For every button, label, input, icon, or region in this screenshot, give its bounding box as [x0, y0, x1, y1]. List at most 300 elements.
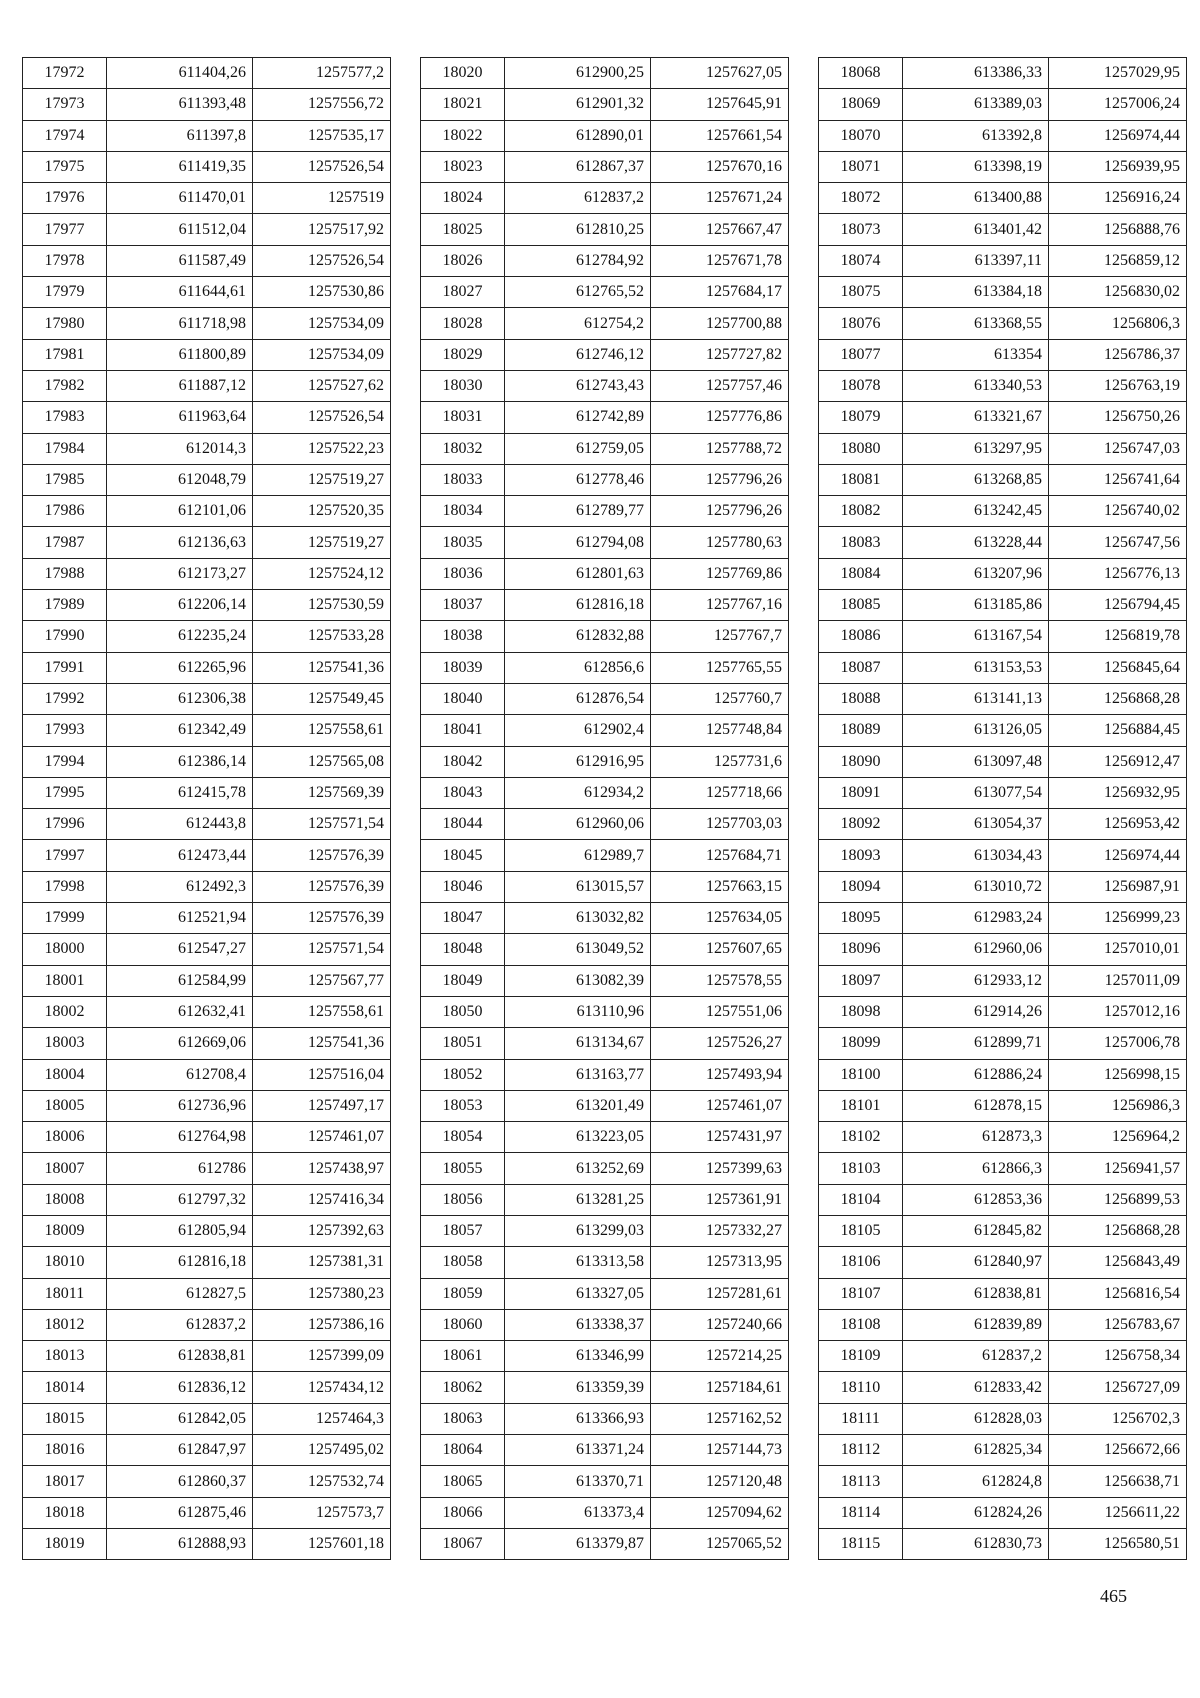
point-number-cell: 18106	[819, 1247, 903, 1278]
y-coordinate-cell: 1257703,03	[651, 809, 789, 840]
y-coordinate-cell: 1257576,39	[253, 903, 391, 934]
table-row	[23, 277, 391, 308]
point-number-cell: 18063	[421, 1403, 505, 1434]
y-coordinate-cell: 1257767,7	[651, 621, 789, 652]
table-row	[421, 496, 789, 527]
y-coordinate-cell: 1257576,39	[253, 840, 391, 871]
y-coordinate-cell: 1256806,3	[1049, 308, 1187, 339]
y-coordinate-cell: 1257065,52	[651, 1528, 789, 1559]
x-coordinate-cell: 612856,6	[505, 652, 651, 683]
point-number-cell: 18077	[819, 339, 903, 370]
point-number-cell: 17986	[23, 496, 107, 527]
point-number-cell: 18041	[421, 715, 505, 746]
table-row	[421, 1059, 789, 1090]
x-coordinate-cell: 613313,58	[505, 1247, 651, 1278]
x-coordinate-cell: 612847,97	[107, 1435, 253, 1466]
point-number-cell: 18025	[421, 214, 505, 245]
x-coordinate-cell: 612521,94	[107, 903, 253, 934]
point-number-cell: 18045	[421, 840, 505, 871]
y-coordinate-cell: 1256611,22	[1049, 1497, 1187, 1528]
x-coordinate-cell: 613368,55	[903, 308, 1049, 339]
x-coordinate-cell: 612836,12	[107, 1372, 253, 1403]
table-row	[819, 1372, 1187, 1403]
x-coordinate-cell: 613126,05	[903, 715, 1049, 746]
y-coordinate-cell: 1257530,86	[253, 277, 391, 308]
x-coordinate-cell: 611963,64	[107, 402, 253, 433]
x-coordinate-cell: 612890,01	[505, 120, 651, 151]
table-row	[23, 1341, 391, 1372]
y-coordinate-cell: 1257663,15	[651, 871, 789, 902]
y-coordinate-cell: 1257796,26	[651, 496, 789, 527]
y-coordinate-cell: 1257634,05	[651, 903, 789, 934]
point-number-cell: 18004	[23, 1059, 107, 1090]
point-number-cell: 17999	[23, 903, 107, 934]
point-number-cell: 18051	[421, 1028, 505, 1059]
point-number-cell: 18011	[23, 1278, 107, 1309]
table-row	[23, 89, 391, 120]
table-row	[421, 1215, 789, 1246]
table-row	[421, 370, 789, 401]
point-number-cell: 18098	[819, 996, 903, 1027]
table-row	[23, 1184, 391, 1215]
table-row	[819, 402, 1187, 433]
point-number-cell: 18067	[421, 1528, 505, 1559]
point-number-cell: 17995	[23, 777, 107, 808]
point-number-cell: 18102	[819, 1122, 903, 1153]
point-number-cell: 18048	[421, 934, 505, 965]
point-number-cell: 17997	[23, 840, 107, 871]
x-coordinate-cell: 613163,77	[505, 1059, 651, 1090]
point-number-cell: 18060	[421, 1309, 505, 1340]
x-coordinate-cell: 613252,69	[505, 1153, 651, 1184]
table-row	[23, 214, 391, 245]
x-coordinate-cell: 612759,05	[505, 433, 651, 464]
x-coordinate-cell: 612736,96	[107, 1090, 253, 1121]
point-number-cell: 18113	[819, 1466, 903, 1497]
y-coordinate-cell: 1257671,24	[651, 183, 789, 214]
x-coordinate-cell: 613201,49	[505, 1090, 651, 1121]
x-coordinate-cell: 612878,15	[903, 1090, 1049, 1121]
table-row	[23, 245, 391, 276]
y-coordinate-cell: 1256727,09	[1049, 1372, 1187, 1403]
point-number-cell: 18079	[819, 402, 903, 433]
table-row	[23, 402, 391, 433]
x-coordinate-cell: 612443,8	[107, 809, 253, 840]
table-row	[421, 402, 789, 433]
point-number-cell: 17991	[23, 652, 107, 683]
y-coordinate-cell: 1257522,23	[253, 433, 391, 464]
point-number-cell: 18075	[819, 277, 903, 308]
point-number-cell: 18056	[421, 1184, 505, 1215]
point-number-cell: 18002	[23, 996, 107, 1027]
point-number-cell: 18088	[819, 683, 903, 714]
y-coordinate-cell: 1256638,71	[1049, 1466, 1187, 1497]
x-coordinate-cell: 612876,54	[505, 683, 651, 714]
y-coordinate-cell: 1256916,24	[1049, 183, 1187, 214]
y-coordinate-cell: 1257527,62	[253, 370, 391, 401]
y-coordinate-cell: 1256899,53	[1049, 1184, 1187, 1215]
y-coordinate-cell: 1257526,54	[253, 402, 391, 433]
y-coordinate-cell: 1256702,3	[1049, 1403, 1187, 1434]
table-row	[819, 683, 1187, 714]
x-coordinate-cell: 611644,61	[107, 277, 253, 308]
table-row	[23, 715, 391, 746]
x-coordinate-cell: 613034,43	[903, 840, 1049, 871]
x-coordinate-cell: 613346,99	[505, 1341, 651, 1372]
point-number-cell: 18026	[421, 245, 505, 276]
y-coordinate-cell: 1257519,27	[253, 464, 391, 495]
y-coordinate-cell: 1256868,28	[1049, 1215, 1187, 1246]
table-row	[819, 934, 1187, 965]
table-row	[819, 496, 1187, 527]
point-number-cell: 18018	[23, 1497, 107, 1528]
x-coordinate-cell: 613228,44	[903, 527, 1049, 558]
y-coordinate-cell: 1256986,3	[1049, 1090, 1187, 1121]
table-row	[23, 464, 391, 495]
x-coordinate-cell: 612632,41	[107, 996, 253, 1027]
table-row	[819, 715, 1187, 746]
y-coordinate-cell: 1257541,36	[253, 1028, 391, 1059]
y-coordinate-cell: 1257576,39	[253, 871, 391, 902]
x-coordinate-cell: 612801,63	[505, 558, 651, 589]
table-row	[421, 1528, 789, 1559]
y-coordinate-cell: 1257006,24	[1049, 89, 1187, 120]
point-number-cell: 18101	[819, 1090, 903, 1121]
x-coordinate-cell: 612708,4	[107, 1059, 253, 1090]
x-coordinate-cell: 611404,26	[107, 58, 253, 89]
table-row	[819, 809, 1187, 840]
table-row	[421, 715, 789, 746]
x-coordinate-cell: 613077,54	[903, 777, 1049, 808]
table-row	[819, 89, 1187, 120]
point-number-cell: 17977	[23, 214, 107, 245]
x-coordinate-cell: 613398,19	[903, 151, 1049, 182]
table-row	[421, 903, 789, 934]
y-coordinate-cell: 1257558,61	[253, 715, 391, 746]
x-coordinate-cell: 612875,46	[107, 1497, 253, 1528]
x-coordinate-cell: 613327,05	[505, 1278, 651, 1309]
y-coordinate-cell: 1257184,61	[651, 1372, 789, 1403]
x-coordinate-cell: 613268,85	[903, 464, 1049, 495]
table-row	[421, 1372, 789, 1403]
table-row	[421, 433, 789, 464]
x-coordinate-cell: 612342,49	[107, 715, 253, 746]
y-coordinate-cell: 1257516,04	[253, 1059, 391, 1090]
x-coordinate-cell: 612899,71	[903, 1028, 1049, 1059]
x-coordinate-cell: 611587,49	[107, 245, 253, 276]
y-coordinate-cell: 1257578,55	[651, 965, 789, 996]
point-number-cell: 17976	[23, 183, 107, 214]
point-number-cell: 18044	[421, 809, 505, 840]
table-row	[819, 1184, 1187, 1215]
table-row	[421, 89, 789, 120]
y-coordinate-cell: 1257532,74	[253, 1466, 391, 1497]
y-coordinate-cell: 1257493,94	[651, 1059, 789, 1090]
y-coordinate-cell: 1257526,54	[253, 151, 391, 182]
x-coordinate-cell: 613379,87	[505, 1528, 651, 1559]
x-coordinate-cell: 612914,26	[903, 996, 1049, 1027]
point-number-cell: 18038	[421, 621, 505, 652]
point-number-cell: 18100	[819, 1059, 903, 1090]
table-row	[421, 809, 789, 840]
x-coordinate-cell: 612669,06	[107, 1028, 253, 1059]
y-coordinate-cell: 1257558,61	[253, 996, 391, 1027]
x-coordinate-cell: 612743,43	[505, 370, 651, 401]
point-number-cell: 18080	[819, 433, 903, 464]
table-row	[819, 1122, 1187, 1153]
point-number-cell: 18115	[819, 1528, 903, 1559]
x-coordinate-cell: 613141,13	[903, 683, 1049, 714]
table-row	[421, 934, 789, 965]
x-coordinate-cell: 612983,24	[903, 903, 1049, 934]
table-row	[819, 1497, 1187, 1528]
table-row	[421, 746, 789, 777]
table-row	[23, 339, 391, 370]
x-coordinate-cell: 613281,25	[505, 1184, 651, 1215]
coordinates-table-2	[420, 57, 789, 1560]
table-row	[23, 1403, 391, 1434]
x-coordinate-cell: 612778,46	[505, 464, 651, 495]
x-coordinate-cell: 612810,25	[505, 214, 651, 245]
point-number-cell: 18058	[421, 1247, 505, 1278]
table-row	[23, 1497, 391, 1528]
point-number-cell: 18043	[421, 777, 505, 808]
x-coordinate-cell: 613338,37	[505, 1309, 651, 1340]
table-row	[23, 527, 391, 558]
y-coordinate-cell: 1256843,49	[1049, 1247, 1187, 1278]
point-number-cell: 18064	[421, 1435, 505, 1466]
y-coordinate-cell: 1257549,45	[253, 683, 391, 714]
point-number-cell: 18017	[23, 1466, 107, 1497]
y-coordinate-cell: 1256776,13	[1049, 558, 1187, 589]
x-coordinate-cell: 612989,7	[505, 840, 651, 871]
y-coordinate-cell: 1257461,07	[253, 1122, 391, 1153]
table-row	[23, 1122, 391, 1153]
point-number-cell: 18035	[421, 527, 505, 558]
point-number-cell: 18097	[819, 965, 903, 996]
y-coordinate-cell: 1257627,05	[651, 58, 789, 89]
y-coordinate-cell: 1257571,54	[253, 809, 391, 840]
x-coordinate-cell: 612101,06	[107, 496, 253, 527]
point-number-cell: 18071	[819, 151, 903, 182]
table-row	[819, 840, 1187, 871]
coordinates-table-1	[22, 57, 391, 1560]
x-coordinate-cell: 612838,81	[903, 1278, 1049, 1309]
point-number-cell: 18055	[421, 1153, 505, 1184]
table-row	[819, 183, 1187, 214]
y-coordinate-cell: 1257094,62	[651, 1497, 789, 1528]
table-row	[23, 370, 391, 401]
table-row	[819, 1278, 1187, 1309]
table-row	[23, 683, 391, 714]
table-row	[421, 183, 789, 214]
point-number-cell: 18039	[421, 652, 505, 683]
x-coordinate-cell: 612837,2	[505, 183, 651, 214]
x-coordinate-cell: 612833,42	[903, 1372, 1049, 1403]
point-number-cell: 17989	[23, 590, 107, 621]
x-coordinate-cell: 612916,95	[505, 746, 651, 777]
point-number-cell: 18040	[421, 683, 505, 714]
point-number-cell: 17984	[23, 433, 107, 464]
y-coordinate-cell: 1256794,45	[1049, 590, 1187, 621]
table-row	[421, 277, 789, 308]
y-coordinate-cell: 1256868,28	[1049, 683, 1187, 714]
point-number-cell: 18112	[819, 1435, 903, 1466]
table-row	[421, 1466, 789, 1497]
table-row	[23, 1028, 391, 1059]
table-row	[819, 120, 1187, 151]
table-row	[23, 777, 391, 808]
table-row	[23, 496, 391, 527]
table-row	[421, 1435, 789, 1466]
x-coordinate-cell: 612824,8	[903, 1466, 1049, 1497]
x-coordinate-cell: 613373,4	[505, 1497, 651, 1528]
y-coordinate-cell: 1256859,12	[1049, 245, 1187, 276]
y-coordinate-cell: 1256740,02	[1049, 496, 1187, 527]
x-coordinate-cell: 612136,63	[107, 527, 253, 558]
table-row	[819, 214, 1187, 245]
x-coordinate-cell: 611887,12	[107, 370, 253, 401]
point-number-cell: 18057	[421, 1215, 505, 1246]
table-row	[421, 1278, 789, 1309]
table-row	[819, 1215, 1187, 1246]
point-number-cell: 18068	[819, 58, 903, 89]
x-coordinate-cell: 613389,03	[903, 89, 1049, 120]
y-coordinate-cell: 1257760,7	[651, 683, 789, 714]
x-coordinate-cell: 612867,37	[505, 151, 651, 182]
x-coordinate-cell: 613370,71	[505, 1466, 651, 1497]
table-row	[23, 840, 391, 871]
y-coordinate-cell: 1256998,15	[1049, 1059, 1187, 1090]
point-number-cell: 18092	[819, 809, 903, 840]
x-coordinate-cell: 612789,77	[505, 496, 651, 527]
table-row	[819, 1059, 1187, 1090]
x-coordinate-cell: 613082,39	[505, 965, 651, 996]
point-number-cell: 18024	[421, 183, 505, 214]
table-row	[819, 1466, 1187, 1497]
table-row	[819, 1435, 1187, 1466]
table-row	[819, 871, 1187, 902]
x-coordinate-cell: 612584,99	[107, 965, 253, 996]
y-coordinate-cell: 1257010,01	[1049, 934, 1187, 965]
x-coordinate-cell: 612306,38	[107, 683, 253, 714]
y-coordinate-cell: 1257780,63	[651, 527, 789, 558]
x-coordinate-cell: 612206,14	[107, 590, 253, 621]
table-row	[819, 777, 1187, 808]
x-coordinate-cell: 612837,2	[107, 1309, 253, 1340]
y-coordinate-cell: 1257332,27	[651, 1215, 789, 1246]
y-coordinate-cell: 1256816,54	[1049, 1278, 1187, 1309]
x-coordinate-cell: 612960,06	[903, 934, 1049, 965]
point-number-cell: 17978	[23, 245, 107, 276]
table-row	[819, 1028, 1187, 1059]
table-row	[819, 1153, 1187, 1184]
x-coordinate-cell: 612901,32	[505, 89, 651, 120]
table-row	[819, 621, 1187, 652]
y-coordinate-cell: 1257012,16	[1049, 996, 1187, 1027]
point-number-cell: 18052	[421, 1059, 505, 1090]
y-coordinate-cell: 1257769,86	[651, 558, 789, 589]
y-coordinate-cell: 1257526,54	[253, 245, 391, 276]
x-coordinate-cell: 611397,8	[107, 120, 253, 151]
table-row	[421, 965, 789, 996]
point-number-cell: 18014	[23, 1372, 107, 1403]
x-coordinate-cell: 612830,73	[903, 1528, 1049, 1559]
point-number-cell: 18074	[819, 245, 903, 276]
x-coordinate-cell: 611393,48	[107, 89, 253, 120]
x-coordinate-cell: 613392,8	[903, 120, 1049, 151]
point-number-cell: 18093	[819, 840, 903, 871]
table-row	[421, 308, 789, 339]
point-number-cell: 18094	[819, 871, 903, 902]
point-number-cell: 18030	[421, 370, 505, 401]
table-row	[23, 1309, 391, 1340]
y-coordinate-cell: 1257601,18	[253, 1528, 391, 1559]
x-coordinate-cell: 612902,4	[505, 715, 651, 746]
y-coordinate-cell: 1257670,16	[651, 151, 789, 182]
table-row	[23, 1090, 391, 1121]
point-number-cell: 18085	[819, 590, 903, 621]
table-row	[23, 590, 391, 621]
table-row	[23, 1435, 391, 1466]
point-number-cell: 18023	[421, 151, 505, 182]
point-number-cell: 18042	[421, 746, 505, 777]
x-coordinate-cell: 612173,27	[107, 558, 253, 589]
table-row	[819, 527, 1187, 558]
point-number-cell: 18028	[421, 308, 505, 339]
x-coordinate-cell: 613207,96	[903, 558, 1049, 589]
x-coordinate-cell: 613384,18	[903, 277, 1049, 308]
table-row	[421, 683, 789, 714]
table-row	[421, 464, 789, 495]
point-number-cell: 17985	[23, 464, 107, 495]
point-number-cell: 18046	[421, 871, 505, 902]
table-row	[819, 1309, 1187, 1340]
x-coordinate-cell: 613110,96	[505, 996, 651, 1027]
table-row	[819, 652, 1187, 683]
table-row	[819, 1403, 1187, 1434]
point-number-cell: 18053	[421, 1090, 505, 1121]
table-row	[819, 464, 1187, 495]
y-coordinate-cell: 1257796,26	[651, 464, 789, 495]
x-coordinate-cell: 611470,01	[107, 183, 253, 214]
y-coordinate-cell: 1257535,17	[253, 120, 391, 151]
point-number-cell: 17983	[23, 402, 107, 433]
y-coordinate-cell: 1257144,73	[651, 1435, 789, 1466]
y-coordinate-cell: 1257718,66	[651, 777, 789, 808]
table-row	[23, 308, 391, 339]
point-number-cell: 18090	[819, 746, 903, 777]
table-row	[23, 903, 391, 934]
table-row	[421, 871, 789, 902]
y-coordinate-cell: 1256580,51	[1049, 1528, 1187, 1559]
x-coordinate-cell: 612786	[107, 1153, 253, 1184]
x-coordinate-cell: 612960,06	[505, 809, 651, 840]
y-coordinate-cell: 1256830,02	[1049, 277, 1187, 308]
point-number-cell: 17988	[23, 558, 107, 589]
x-coordinate-cell: 613185,86	[903, 590, 1049, 621]
point-number-cell: 18065	[421, 1466, 505, 1497]
table-row	[819, 903, 1187, 934]
y-coordinate-cell: 1257607,65	[651, 934, 789, 965]
table-row	[421, 58, 789, 89]
y-coordinate-cell: 1257788,72	[651, 433, 789, 464]
point-number-cell: 18114	[819, 1497, 903, 1528]
x-coordinate-cell: 612048,79	[107, 464, 253, 495]
point-number-cell: 17993	[23, 715, 107, 746]
point-number-cell: 18016	[23, 1435, 107, 1466]
table-row	[23, 151, 391, 182]
